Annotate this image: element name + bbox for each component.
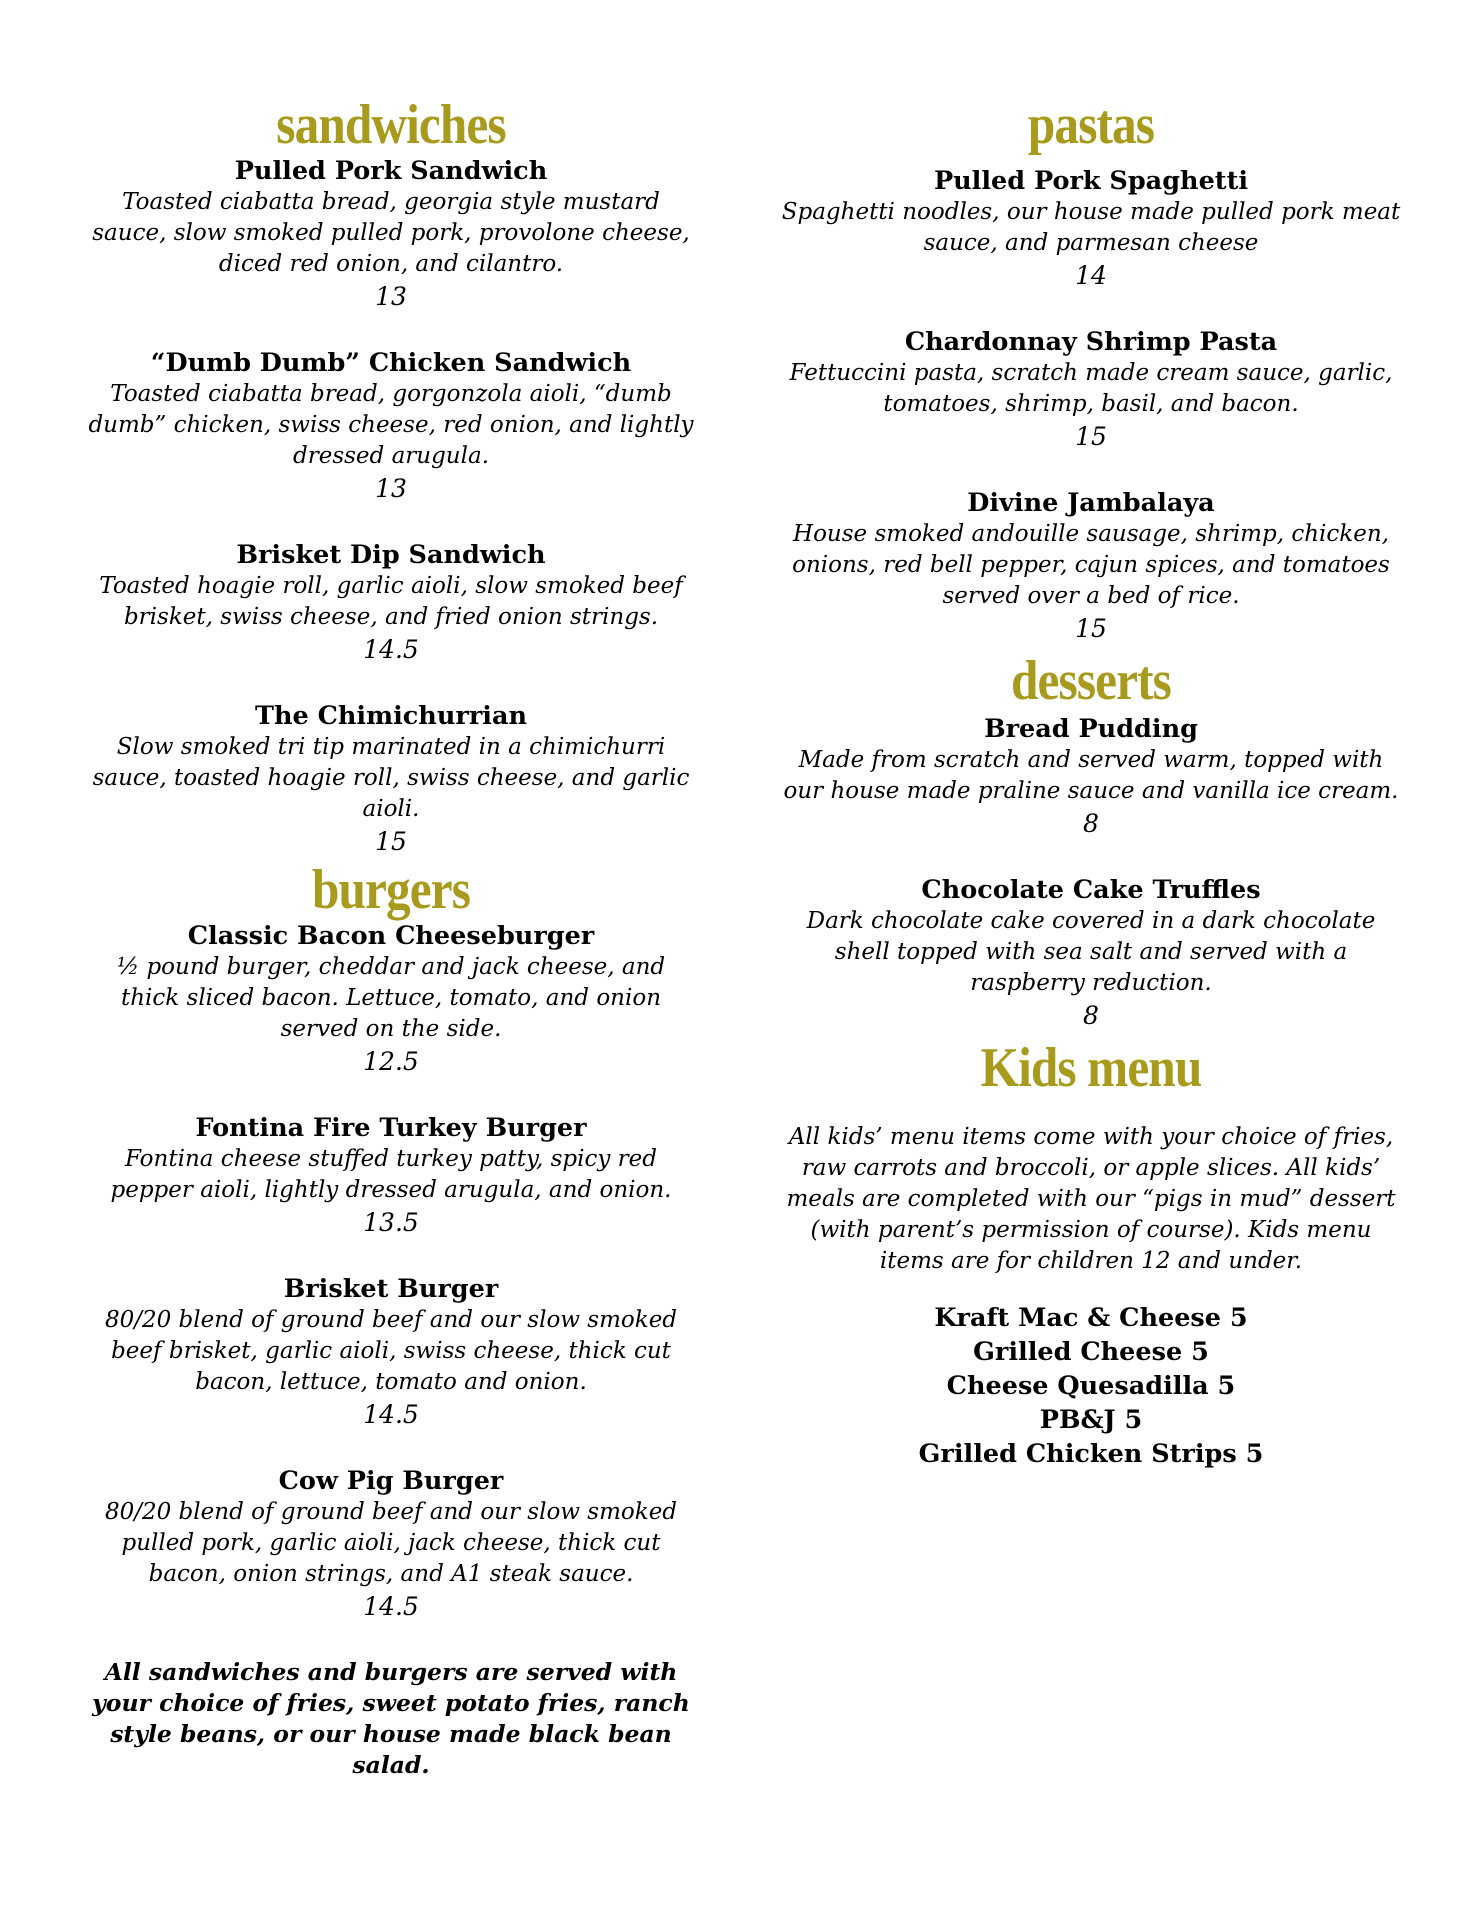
- item-description: House smoked andouille sausage, shrimp, chicken, onions, red bell pepper, cajun spices, and tomatoes served over a bed of rice.: [792, 521, 1390, 609]
- menu-item: [778, 165, 1404, 292]
- item-name: Divine Jambalaya: [967, 488, 1215, 518]
- kids-menu-item: Grilled Cheese 5: [973, 1337, 1209, 1367]
- item-description: Dark chocolate cake covered in a dark chocolate shell topped with sea salt and served with a raspberry reduction.: [806, 908, 1376, 996]
- kids-menu-item: Cheese Quesadilla 5: [946, 1371, 1236, 1401]
- item-name: Fontina Fire Turkey Burger: [195, 1113, 587, 1143]
- item-name: Brisket Burger: [283, 1274, 499, 1304]
- item-name: Brisket Dip Sandwich: [236, 540, 546, 570]
- menu-item: [778, 487, 1404, 645]
- item-name: The Chimichurrian: [254, 701, 528, 731]
- section-title-pastas: pastas: [1027, 94, 1155, 156]
- item-price: 13: [375, 282, 407, 311]
- kids-menu-item: Grilled Chicken Strips 5: [918, 1439, 1264, 1469]
- left-column: [88, 95, 694, 1781]
- item-name: Classic Bacon Cheeseburger: [187, 921, 595, 951]
- item-description: Toasted ciabatta bread, georgia style mustard sauce, slow smoked pulled pork, provolone cheese, diced red onion, and cilantro.: [92, 189, 690, 277]
- item-price: 13: [375, 474, 407, 503]
- right-column: [778, 95, 1404, 1471]
- item-description: Toasted hoagie roll, garlic aioli, slow smoked beef brisket, swiss cheese, and fried onion strings.: [99, 573, 683, 630]
- item-price: 8: [1083, 1001, 1099, 1030]
- item-description: Spaghetti noodles, our house made pulled pork meat sauce, and parmesan cheese: [781, 199, 1401, 256]
- sides-note: All sandwiches and burgers are served with your choice of fries, sweet potato fries, ranch style beans, or our house made black bean salad.: [92, 1658, 690, 1779]
- item-price: 12.5: [363, 1047, 419, 1076]
- menu-item: [88, 1112, 694, 1239]
- item-description: Fontina cheese stuffed turkey patty, spicy red pepper aioli, lightly dressed arugula, and onion.: [110, 1146, 672, 1203]
- item-price: 15: [1075, 422, 1107, 451]
- kids-menu-list: [778, 1301, 1404, 1471]
- item-price: 13.5: [363, 1208, 419, 1237]
- section-title-desserts: desserts: [1011, 650, 1171, 712]
- kids-menu-intro: All kids’ menu items come with your choice of fries, raw carrots and broccoli, or apple slices. All kids’ meals are completed with our “pigs in mud” dessert (with parent’s permission of course). Kids menu items are for children 12 and under.: [786, 1124, 1396, 1274]
- item-price: 14.5: [363, 1592, 419, 1621]
- item-price: 15: [1075, 614, 1107, 643]
- item-price: 14: [1075, 261, 1107, 290]
- item-name: Pulled Pork Spaghetti: [933, 166, 1249, 196]
- section-title-sandwiches: sandwiches: [276, 94, 506, 156]
- item-price: 8: [1083, 809, 1099, 838]
- section-title-burgers: burgers: [311, 859, 471, 921]
- item-name: Cow Pig Burger: [278, 1466, 504, 1496]
- item-name: Pulled Pork Sandwich: [234, 156, 548, 186]
- item-description: ½ pound burger, cheddar and jack cheese, and thick sliced bacon. Lettuce, tomato, and onion served on the side.: [116, 954, 666, 1042]
- menu-item: [778, 713, 1404, 840]
- menu-item: [88, 700, 694, 858]
- item-description: Toasted ciabatta bread, gorgonzola aioli, “dumb dumb” chicken, swiss cheese, red onion, and lightly dressed arugula.: [88, 381, 694, 469]
- item-price: 14.5: [363, 635, 419, 664]
- item-price: 14.5: [363, 1400, 419, 1429]
- item-name: Chardonnay Shrimp Pasta: [904, 327, 1278, 357]
- item-description: Made from scratch and served warm, topped with our house made praline sauce and vanilla ice cream.: [783, 747, 1399, 804]
- item-description: Fettuccini pasta, scratch made cream sauce, garlic, tomatoes, shrimp, basil, and bacon.: [789, 360, 1393, 417]
- menu-item: [88, 347, 694, 505]
- item-name: “Dumb Dumb” Chicken Sandwich: [150, 348, 632, 378]
- kids-menu-item: PB&J 5: [1039, 1405, 1143, 1435]
- item-price: 15: [375, 827, 407, 856]
- menu-item: [778, 326, 1404, 453]
- item-name: Chocolate Cake Truffles: [921, 875, 1261, 905]
- item-description: 80/20 blend of ground beef and our slow smoked beef brisket, garlic aioli, swiss cheese, thick cut bacon, lettuce, tomato and onion.: [104, 1307, 678, 1395]
- menu-item: [88, 1465, 694, 1623]
- menu-item: [88, 1273, 694, 1431]
- menu-item: [88, 539, 694, 666]
- kids-menu-item: Kraft Mac & Cheese 5: [934, 1303, 1248, 1333]
- menu-item: [88, 155, 694, 313]
- section-title-kids-menu: Kids menu: [980, 1037, 1202, 1099]
- item-description: 80/20 blend of ground beef and our slow smoked pulled pork, garlic aioli, jack cheese, thick cut bacon, onion strings, and A1 steak sauce.: [104, 1499, 678, 1587]
- menu-item: [88, 920, 694, 1078]
- item-name: Bread Pudding: [984, 714, 1198, 744]
- item-description: Slow smoked tri tip marinated in a chimichurri sauce, toasted hoagie roll, swiss cheese, and garlic aioli.: [92, 734, 690, 822]
- menu-item: [778, 874, 1404, 1032]
